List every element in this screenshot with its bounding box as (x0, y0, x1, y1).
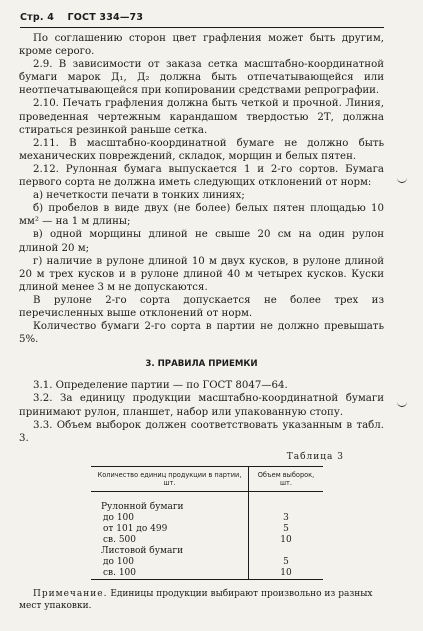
table-row (91, 535, 323, 546)
column-header: Количество единиц продукции в партии, шт. (91, 466, 248, 491)
paragraph: По соглашению сторон цвет графления может быть другим, кроме серого. (19, 33, 384, 58)
table-note (19, 588, 384, 612)
standard-code: ГОСТ 334—73 (67, 12, 144, 23)
table-cell: св. 100 (91, 568, 248, 580)
deviation-list (19, 189, 384, 294)
paragraph: 3.1. Определение партии — по ГОСТ 8047—64. (33, 380, 288, 392)
table-cell: 5 (283, 523, 289, 534)
table-cell: до 100 (91, 513, 248, 524)
list-item: г) наличие в рулоне длиной 10 м двух кусков, в рулоне длиной 20 м трех кусков и в рулоне длиной 40 м четырех кусков. Куски длиной менее 3 м не допускаются. (19, 255, 384, 293)
paragraph: 2.9. В зависимости от заказа сетка масштабно-координатной бумаги марок Д₁, Д₂ должна быть отпечатывающейся или неотпечатывающейся при копировании средствами репрографии. (19, 59, 384, 97)
sampling-table (91, 466, 323, 580)
table-cell: 10 (280, 534, 292, 545)
table-cell: 10 (248, 568, 323, 580)
paragraph: 2.11. В масштабно-координатной бумаге не должно быть механических повреждений, складок, морщин и белых пятен. (19, 137, 384, 162)
section-title: 3. ПРАВИЛА ПРИЕМКИ (145, 359, 258, 370)
table-cell: 5 (283, 556, 289, 567)
paragraph: 3.3. Объем выборок должен соответствовать указанным в табл. 3. (19, 419, 384, 444)
table-row (91, 524, 323, 535)
table-caption: Таблица 3 (286, 451, 344, 462)
list-item: в) одной морщины длиной не свыше 20 см на один рулон длиной 20 м; (19, 229, 384, 254)
group-title: Рулонной бумаги (91, 502, 248, 513)
table-cell: 3 (283, 512, 289, 523)
margin-mark (397, 400, 407, 407)
list-item: б) пробелов в виде двух (не более) белых пятен площадью 10 мм² — на 1 м длины; (19, 203, 384, 228)
list-item: а) нечеткости печати в тонких линиях; (33, 190, 245, 202)
page-header (20, 12, 143, 23)
paragraph: 3.2. За единицу продукции масштабно-координатной бумаги принимают рулон, планшет, набор или упакованную стопу. (19, 393, 384, 418)
margin-mark (397, 176, 407, 183)
document-body (19, 32, 384, 612)
table-row (91, 513, 323, 524)
paragraph: В рулоне 2-го сорта допускается не более трех из перечисленных выше отклонений от норм. (19, 294, 384, 319)
paragraph: 2.12. Рулонная бумага выпускается 1 и 2-го сортов. Бумага первого сорта не должна иметь следующих отклонений от норм: (19, 163, 384, 189)
table-cell: до 100 (91, 557, 248, 568)
paragraph: 2.10. Печать графления должна быть четкой и прочной. Линия, проведенная чертежным карандашом твердостью 2Т, должна стираться резинкой раньше сетка. (19, 98, 384, 136)
page-number: Стр. 4 (20, 12, 55, 23)
table-row (91, 568, 323, 580)
column-header: Объем выборок, шт. (248, 466, 323, 491)
table-row (91, 557, 323, 568)
note-label: Примечание. (33, 588, 108, 599)
note-text: Единицы продукции выбирают произвольно из разных мест упаковки. (19, 588, 373, 611)
table-cell: св. 500 (91, 535, 248, 546)
group-title: Листовой бумаги (91, 546, 248, 557)
paragraph: Количество бумаги 2-го сорта в партии не должно превышать 5%. (19, 321, 384, 346)
header-rule (20, 27, 384, 28)
table-cell: от 101 до 499 (91, 524, 248, 535)
